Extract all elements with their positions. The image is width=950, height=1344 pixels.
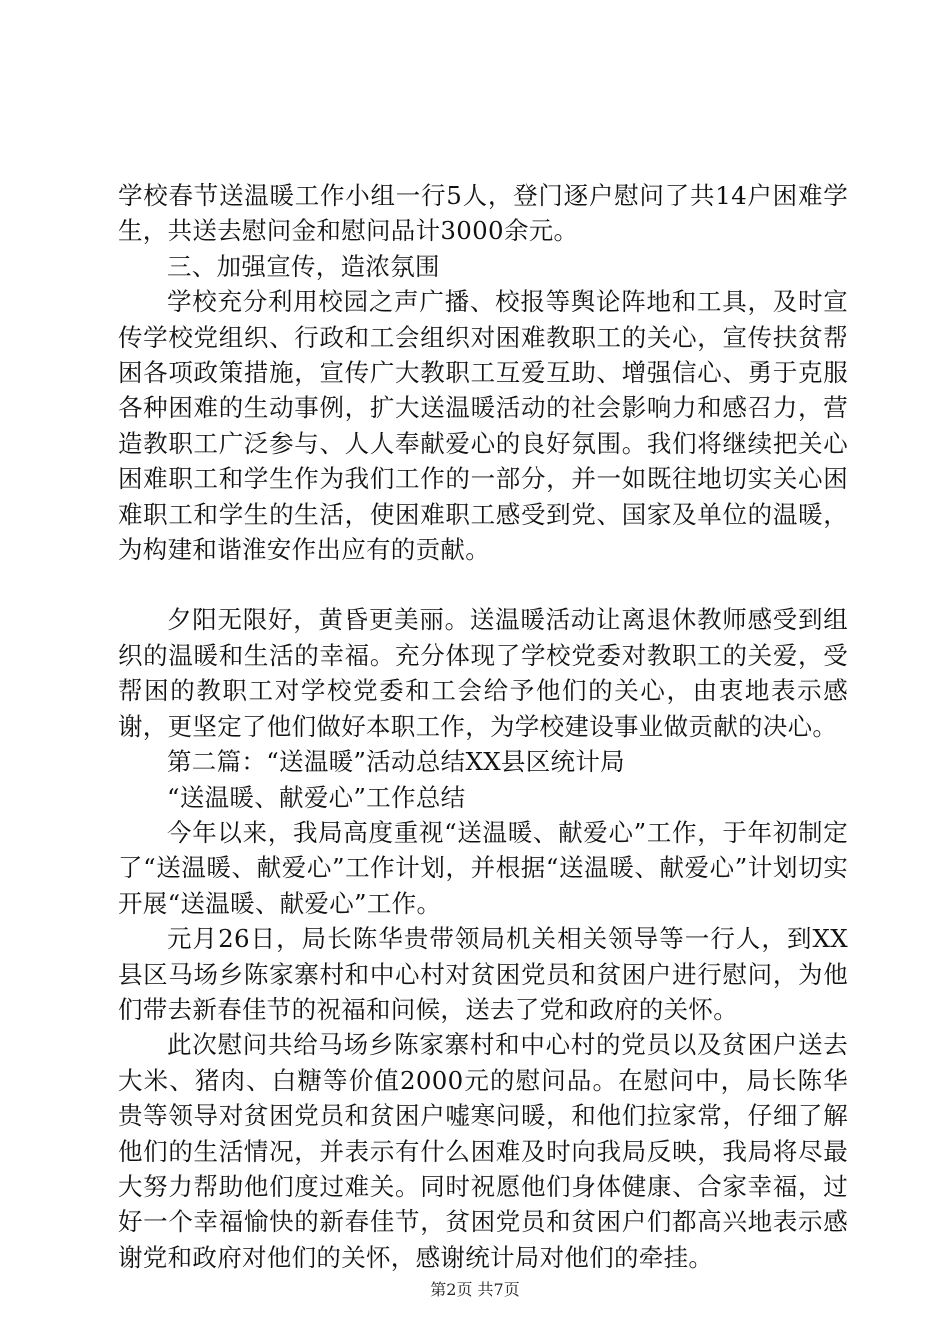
section-heading-publicity: 三、加强宣传，造浓氛围 xyxy=(167,251,440,281)
paragraph-retired-teachers: 夕阳无限好，黄昏更美丽。送温暖活动让离退休教师感受到组织的温暖和生活的幸福。充分体现了学校党委对教职工的关爱，受帮困的教职工对学校党委和工会给予他们的关心，由衷地表示感谢，更坚定了他们做好本职工作，为学校建设事业做贡献的决心。 xyxy=(118,605,848,741)
paragraph-gap xyxy=(118,567,848,602)
paragraph-plan: 今年以来，我局高度重视“送温暖、献爱心”工作，于年初制定了“送温暖、献爱心”工作计划，并根据“送温暖、献爱心”计划切实开展“送温暖、献爱心”工作。 xyxy=(118,817,848,918)
paragraph-visit: 元月26日，局长陈华贵带领局机关相关领导等一行人，到XX县区马场乡陈家寨村和中心村对贫困党员和贫困户进行慰问，为他们带去新春佳节的祝福和问候，送去了党和政府的关怀。 xyxy=(118,924,848,1024)
document-body xyxy=(118,178,848,1275)
chapter-subtitle: “送温暖、献爱心”工作总结 xyxy=(167,782,466,812)
paragraph-publicity: 学校充分利用校园之声广播、校报等舆论阵地和工具，及时宣传学校党组织、行政和工会组织对困难教职工的关心，宣传扶贫帮困各项政策措施，宣传广大教职工互爱互助、增强信心、勇于克服各种困难的生动事例，扩大送温暖活动的社会影响力和感召力，营造教职工广泛参与、人人奉献爱心的良好氛围。我们将继续把关心困难职工和学生作为我们工作的一部分，并一如既往地切实关心困难职工和学生的生活，使困难职工感受到党、国家及单位的温暖，为构建和谐淮安作出应有的贡献。 xyxy=(118,287,848,565)
chapter-heading: 第二篇：“送温暖”活动总结XX县区统计局 xyxy=(167,747,625,777)
paragraph-continuation: 学校春节送温暖工作小组一行5人，登门逐户慰问了共14户困难学生，共送去慰问金和慰问品计3000余元。 xyxy=(118,181,848,246)
page-footer: 第2页 共7页 xyxy=(430,1280,520,1299)
paragraph-donation: 此次慰问共给马场乡陈家寨村和中心村的党员以及贫困户送去大米、猪肉、白糖等价值2000元的慰问品。在慰问中，局长陈华贵等领导对贫困党员和贫困户嘘寒问暖，和他们拉家常，仔细了解他们的生活情况，并表示有什么困难及时向我局反映，我局将尽最大努力帮助他们度过难关。同时祝愿他们身体健康、合家幸福，过好一个幸福愉快的新春佳节，贫困党员和贫困户们都高兴地表示感谢党和政府对他们的关怀，感谢统计局对他们的牵挂。 xyxy=(118,1030,848,1272)
